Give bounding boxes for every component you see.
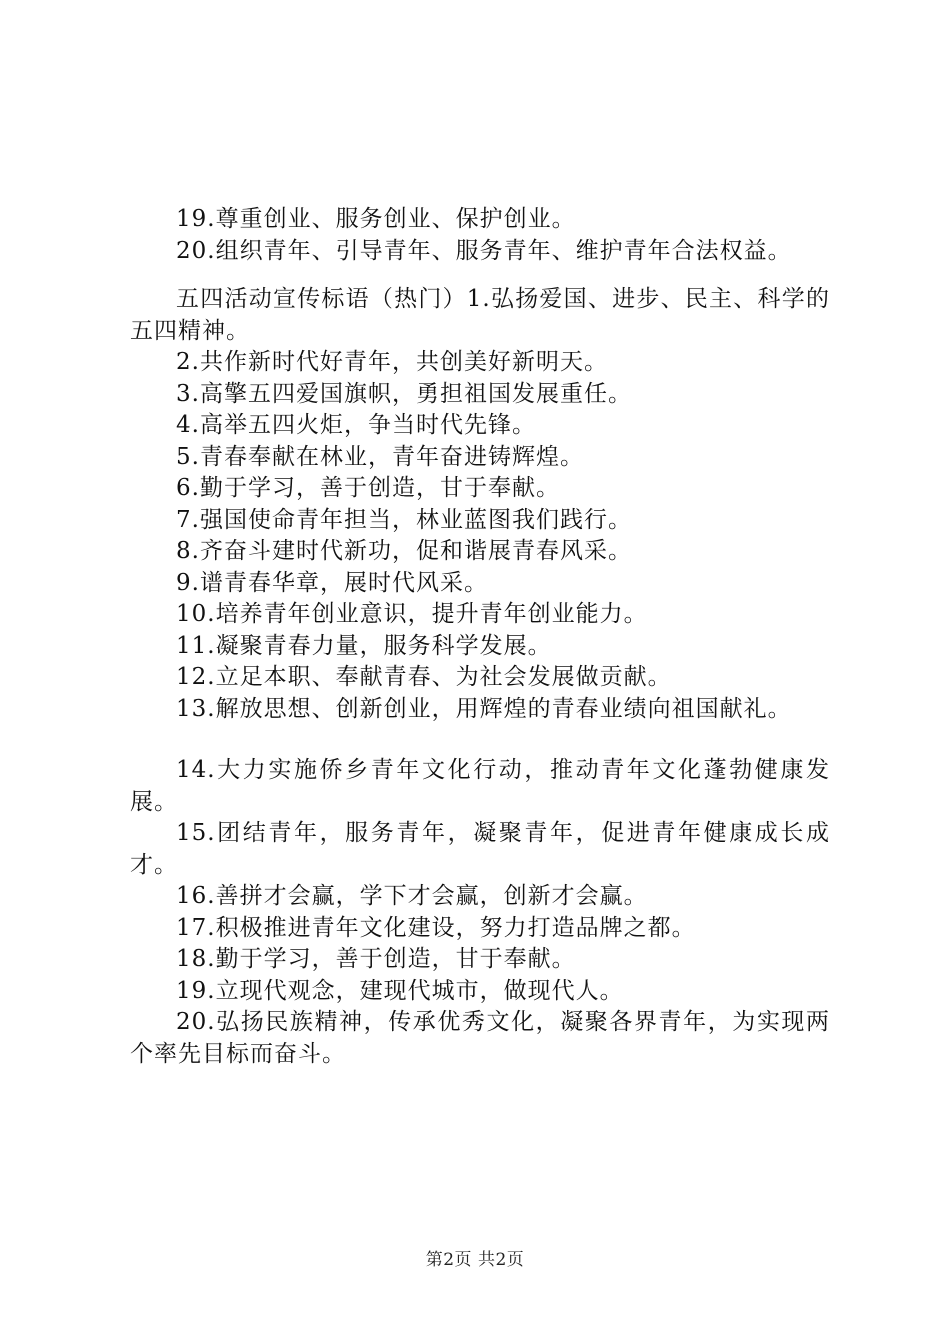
slogan-paragraph: 6.勤于学习，善于创造，甘于奉献。	[176, 475, 560, 501]
slogan-paragraph: 10.培养青年创业意识，提升青年创业能力。	[176, 601, 648, 627]
slogan-paragraph: 18.勤于学习，善于创造，甘于奉献。	[176, 946, 576, 972]
paragraph-gap	[130, 267, 830, 284]
slogan-paragraph: 12.立足本职、奉献青春、为社会发展做贡献。	[176, 664, 672, 690]
slogan-paragraph: 19.立现代观念，建现代城市，做现代人。	[176, 977, 624, 1004]
document-body	[130, 204, 830, 1070]
slogan-paragraph: 9.谱青春华章，展时代风采。	[176, 569, 488, 596]
slogan-paragraph: 2.共作新时代好青年，共创美好新明天。	[176, 349, 608, 375]
slogan-paragraph: 15.团结青年，服务青年，凝聚青年，促进青年健康成长成才。	[130, 820, 830, 878]
slogan-paragraph: 3.高擎五四爱国旗帜，勇担祖国发展重任。	[176, 380, 632, 407]
slogan-paragraph: 8.齐奋斗建时代新功，促和谐展青春风采。	[176, 538, 632, 564]
slogan-paragraph: 19.尊重创业、服务创业、保护创业。	[176, 206, 576, 232]
slogan-paragraph: 11.凝聚青春力量，服务科学发展。	[176, 632, 552, 659]
slogan-paragraph: 14.大力实施侨乡青年文化行动，推动青年文化蓬勃健康发展。	[130, 757, 830, 815]
slogan-paragraph: 20.组织青年、引导青年、服务青年、维护青年合法权益。	[176, 237, 792, 264]
slogan-paragraph: 16.善拼才会赢，学下才会赢，创新才会赢。	[176, 883, 648, 909]
paragraph-gap	[130, 725, 830, 755]
section-heading-paragraph: 五四活动宣传标语（热门）1.弘扬爱国、进步、民主、科学的五四精神。	[130, 286, 830, 344]
slogan-paragraph: 7.强国使命青年担当，林业蓝图我们践行。	[176, 506, 632, 533]
slogan-paragraph: 4.高举五四火炬，争当时代先锋。	[176, 412, 536, 438]
slogan-paragraph: 20.弘扬民族精神，传承优秀文化，凝聚各界青年，为实现两个率先目标而奋斗。	[130, 1009, 830, 1067]
slogan-paragraph: 13.解放思想、创新创业，用辉煌的青春业绩向祖国献礼。	[176, 695, 792, 722]
page-footer: 第2页 共2页	[425, 1250, 525, 1270]
slogan-paragraph: 5.青春奉献在林业，青年奋进铸辉煌。	[176, 443, 584, 470]
slogan-paragraph: 17.积极推进青年文化建设，努力打造品牌之都。	[176, 914, 696, 941]
